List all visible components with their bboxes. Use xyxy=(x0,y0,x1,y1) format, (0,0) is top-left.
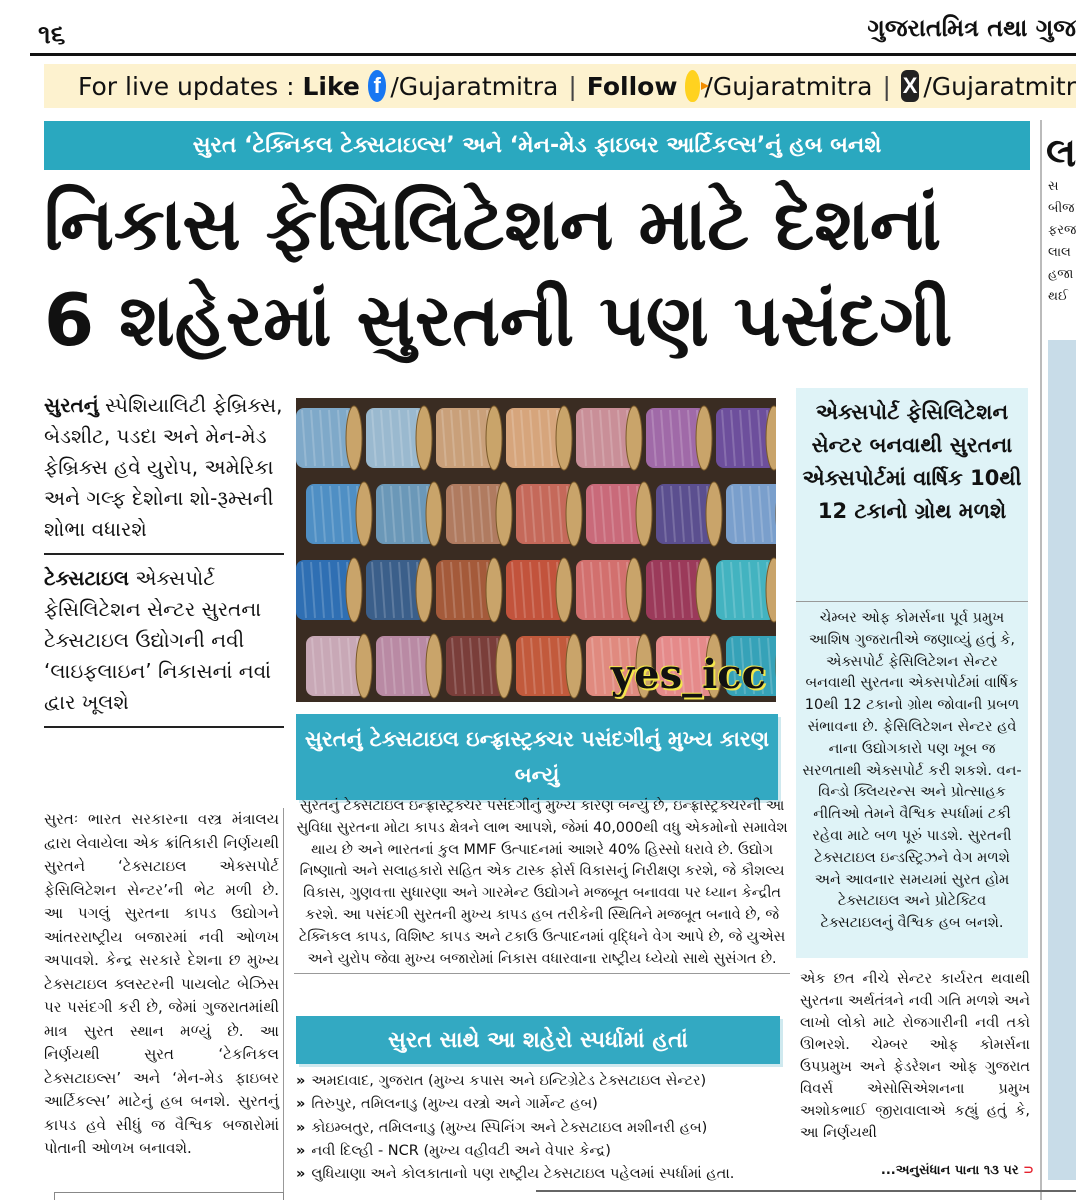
headline-line-1: નિકાસ ફેસિલિટેશન માટે દેશનાં xyxy=(44,182,942,266)
sidebar-body: ચેમ્બર ઓફ કોમર્સના પૂર્વ પ્રમુખ આશિષ ગુજરાતીએ જણાવ્યું હતું કે, એક્સપોર્ટ ફેસિલિટેશન સેન્ટર બનવાથી સુરતના એક્સપોર્ટમાં વાર્ષિક 10થી 12 ટકાનો ગ્રોથ જોવાની પ્રબળ સંભાવના છે. ફેસિલિટેશન સેન્ટર હવે નાના ઉદ્યોગકારો પણ ખૂબ જ સરળતાથી એક્સપોર્ટ કરી શકશે. વન-વિન્ડો ક્લિયરન્સ અને પ્રોત્સાહક નીતિઓ તેમને વૈશ્વિક સ્પર્ધામાં ટકી રહેવા માટે બળ પૂરું પાડશે. સુરતની ટેક્સટાઇલ ઇન્ડસ્ટ્રિઝને વેગ મળશે અને આવનાર સમયમાં સુરત હોમ ટેક્સટાઇલ અને પ્રોટેક્ટિવ ટેક્સટાઇલનું વૈશ્વિક હબ બનશે. xyxy=(802,610,1022,932)
like-label: Like xyxy=(302,71,360,101)
spool-cap xyxy=(416,406,432,470)
sidebar-box xyxy=(796,388,1028,958)
spool-cap xyxy=(696,558,712,622)
adjacent-text-line: ફરજ xyxy=(1048,223,1076,238)
lead-paragraph-1: સુરતનું સ્પેશિયાલિટી ફેબ્રિક્સ, બેડશીટ, પડદા અને મેન-મેડ ફેબ્રિક્સ હવે યુરોપ, અમેરિકા અને ગલ્ફ દેશોના શો-રૂમ્સની શોભા વધારશે xyxy=(44,393,283,541)
spool-cap xyxy=(356,634,372,698)
photo-watermark: yes_icc xyxy=(610,651,766,698)
adjacent-text-line: બીજ xyxy=(1048,201,1075,216)
facebook-handle[interactable]: /Gujaratmitra xyxy=(390,71,559,101)
header-rule xyxy=(30,53,1076,56)
x-icon[interactable]: X xyxy=(901,70,919,102)
spool-cap xyxy=(426,482,442,546)
thread-spools-photo xyxy=(296,398,776,702)
spool-cap xyxy=(426,634,442,698)
adjacent-text-line: લાલ xyxy=(1048,245,1071,260)
competing-cities-list xyxy=(296,1070,786,1186)
follow-label: Follow xyxy=(586,71,678,101)
x-handle[interactable]: /Gujaratmitr xyxy=(923,71,1076,101)
facebook-icon[interactable]: f xyxy=(368,70,386,102)
social-bar xyxy=(44,64,1076,108)
list-item: » નવી દિલ્હી - NCR (મુખ્ય વહીવટી અને વેપાર કેન્દ્ર) xyxy=(296,1140,786,1163)
list-item: » અમદાવાદ, ગુજરાત (મુખ્ય કપાસ અને ઇન્ટિગ્રેટેડ ટેક્સટાઇલ સેન્ટર) xyxy=(296,1070,786,1093)
spool-cap xyxy=(626,558,642,622)
adjacent-text-line: હજા xyxy=(1048,267,1074,282)
spool-cap xyxy=(566,482,582,546)
body-column-right: એક છત નીચે સેન્ટર કાર્યરત થવાથી સુરતના અર્થતંત્રને નવી ગતિ મળશે અને લાખો લોકો માટે રોજગારીની નવી તકો ઊભરશે. ચેમ્બર ઓફ કોમર્સના ઉપપ્રમુખ અને ફેડરેશન ઓફ ગુજરાત વિવર્સ એસોસિએશનના પ્રમુખ અશોકભાઈ જીરાવાલાએ કહ્યું હતું કે, આ નિર્ણયથી xyxy=(800,971,1030,1141)
spool-cap xyxy=(496,634,512,698)
adjacent-text-line: સ xyxy=(1048,179,1059,194)
spool-cap xyxy=(556,406,572,470)
spool-cap xyxy=(346,406,362,470)
adjacent-text-line: થઈ xyxy=(1048,289,1069,304)
bottom-box-outline xyxy=(54,1192,284,1200)
article-kicker: સુરત ‘ટેક્નિકલ ટેક્સટાઇલ્સ’ અને ‘મેન-મેડ ફાઇબર આર્ટિકલ્સ’નું હબ બનશે xyxy=(44,121,1030,170)
social-separator: | xyxy=(882,71,891,101)
bottom-rule xyxy=(536,1190,1076,1192)
list-item: » લુધિયાણા અને કોલકાતાનો પણ રાષ્ટ્રીય ટેક્સટાઇલ પહેલમાં સ્પર્ધામાં હતા. xyxy=(296,1163,786,1186)
spool-cap xyxy=(636,482,652,546)
adjacent-photo xyxy=(1048,340,1076,1180)
headline-line-2: 6 શહેરમાં સુરતની પણ પસંદગી xyxy=(44,278,953,362)
newspaper-masthead: ગુજરાતમિત્ર તથા ગુજ xyxy=(867,14,1076,42)
social-intro: For live updates : xyxy=(78,71,295,101)
lead-paragraph-2: ટેક્સટાઇલ એક્સપોર્ટ ફેસિલિટેશન સેન્ટર સુરતના ટેક્સટાઇલ ઉદ્યોગની નવી ‘લાઇફલાઇન’ નિકાસનાં નવાં દ્વાર ખૂલશે xyxy=(44,566,272,714)
koo-icon[interactable] xyxy=(685,70,700,102)
spool-cap xyxy=(566,634,582,698)
adjacent-headline-fragment: લ xyxy=(1046,130,1076,176)
spool-cap xyxy=(556,558,572,622)
social-separator: | xyxy=(568,71,577,101)
subhead-competing-cities: સુરત સાથે આ શહેરો સ્પર્ધામાં હતાં xyxy=(296,1016,780,1064)
spool-cap xyxy=(346,558,362,622)
spool-cap xyxy=(486,558,502,622)
sidebar-headline: એક્સપોર્ટ ફેસિલિટેશન સેન્ટર બનવાથી સુરતના એક્સપોર્ટમાં વાર્ષિક 10થી 12 ટકાનો ગ્રોથ મળશે xyxy=(796,388,1028,602)
spool-cap xyxy=(496,482,512,546)
article-headline xyxy=(44,176,1030,368)
spool-cap xyxy=(706,482,722,546)
spool-cap xyxy=(626,406,642,470)
koo-handle[interactable]: /Gujaratmitra xyxy=(704,71,873,101)
body-column-middle: સુરતનું ટેક્સટાઇલ ઇન્ફ્રાસ્ટ્રક્ચર પસંદગીનું મુખ્ય કારણ બન્યું છે, ઇન્ફ્રાસ્ટ્રક્ચરની આ સુવિધા સુરતના મોટા કાપડ ક્ષેત્રને લાભ આપશે, જેમાં 40,000થી વધુ એકમોનો સમાવેશ થાય છે અને ભારતનાં કુલ MMF ઉત્પાદનમાં આશરે 40% હિસ્સો ધરાવે છે. ઉદ્યોગ નિષ્ણાતો અને સલાહકારો સહિત એક ટાસ્ક ફોર્સ વિકાસનું નિરીક્ષણ કરશે, જે કૌશલ્ય વિકાસ, ગુણવત્તા સુધારણા અને ગારમેન્ટ ઉદ્યોગને મજબૂત બનાવવા પર ધ્યાન કેન્દ્રીત કરશે. આ પસંદગી સુરતની મુખ્ય કાપડ હબ તરીકેની સ્થિતિને મજબૂત બનાવે છે, જે ટેક્નિકલ કાપડ, વિશિષ્ટ કાપડ અને ટકાઉ ઉત્પાદનમાં વૃદ્ધિને વેગ આપે છે, જે યુએસ અને યુરોપ જેવા મુખ્ય બજારોમાં નિકાસ વધારવાના રાષ્ટ્રીય ધ્યેયો સાથે સુસંગત છે. xyxy=(294,796,790,974)
lead-column xyxy=(44,390,284,736)
continue-arrow-icon: ⊃ xyxy=(1023,1163,1034,1178)
spool-cap xyxy=(416,558,432,622)
list-item: » કોઇમ્બતુર, તમિલનાડુ (મુખ્ય સ્પિનિંગ અને ટેક્સટાઇલ મશીનરી હબ) xyxy=(296,1117,786,1140)
spool-cap xyxy=(696,406,712,470)
spool-cap xyxy=(356,482,372,546)
spool-cap xyxy=(486,406,502,470)
page-number: ૧૬ xyxy=(38,20,66,50)
adjacent-article-strip xyxy=(1040,120,1076,1200)
continuation-note[interactable]: ...અનુસંધાન પાના ૧૩ પર ⊃ xyxy=(880,1163,1034,1178)
list-item: » તિરુપુર, તમિલનાડુ (મુખ્ય વસ્ત્રો અને ગાર્મેન્ટ હબ) xyxy=(296,1093,786,1116)
body-column-left: સુરતઃ ભારત સરકારના વસ્ત્ર મંત્રાલય દ્વારા લેવાયેલા એક ક્રાંતિકારી નિર્ણયથી સુરતને ‘ટેક્સટાઇલ એક્સપોર્ટ ફેસિલિટેશન સેન્ટર’ની ભેટ મળી છે. આ પગલું સુરતના કાપડ ઉદ્યોગને આંતરરાષ્ટ્રીય બજારમાં નવી ઓળખ અપાવશે. કેન્દ્ર સરકારે દેશના છ મુખ્ય ટેક્સટાઇલ ક્લસ્ટરની પાયલોટ બેઝિસ પર પસંદગી કરી છે, જેમાં ગુજરાતમાંથી માત્ર સુરત સ્થાન મળ્યું છે. આ નિર્ણયથી સુરત ‘ટેકનિકલ ટેક્સટાઇલ્સ’ અને ‘મેન-મેડ ફાઇબર આર્ટિકલ્સ’ માટેનું હબ બનશે. સુરતનું કાપડ હવે સીધું જ વૈશ્વિક બજારોમાં પોતાની ઓળખ બનાવશે. xyxy=(44,808,284,1200)
lead-divider xyxy=(44,553,284,555)
subhead-infrastructure: સુરતનું ટેક્સટાઇલ ઇન્ફ્રાસ્ટ્રક્ચર પસંદગીનું મુખ્ય કારણ બન્યું xyxy=(296,714,778,800)
lead-divider xyxy=(44,726,284,728)
